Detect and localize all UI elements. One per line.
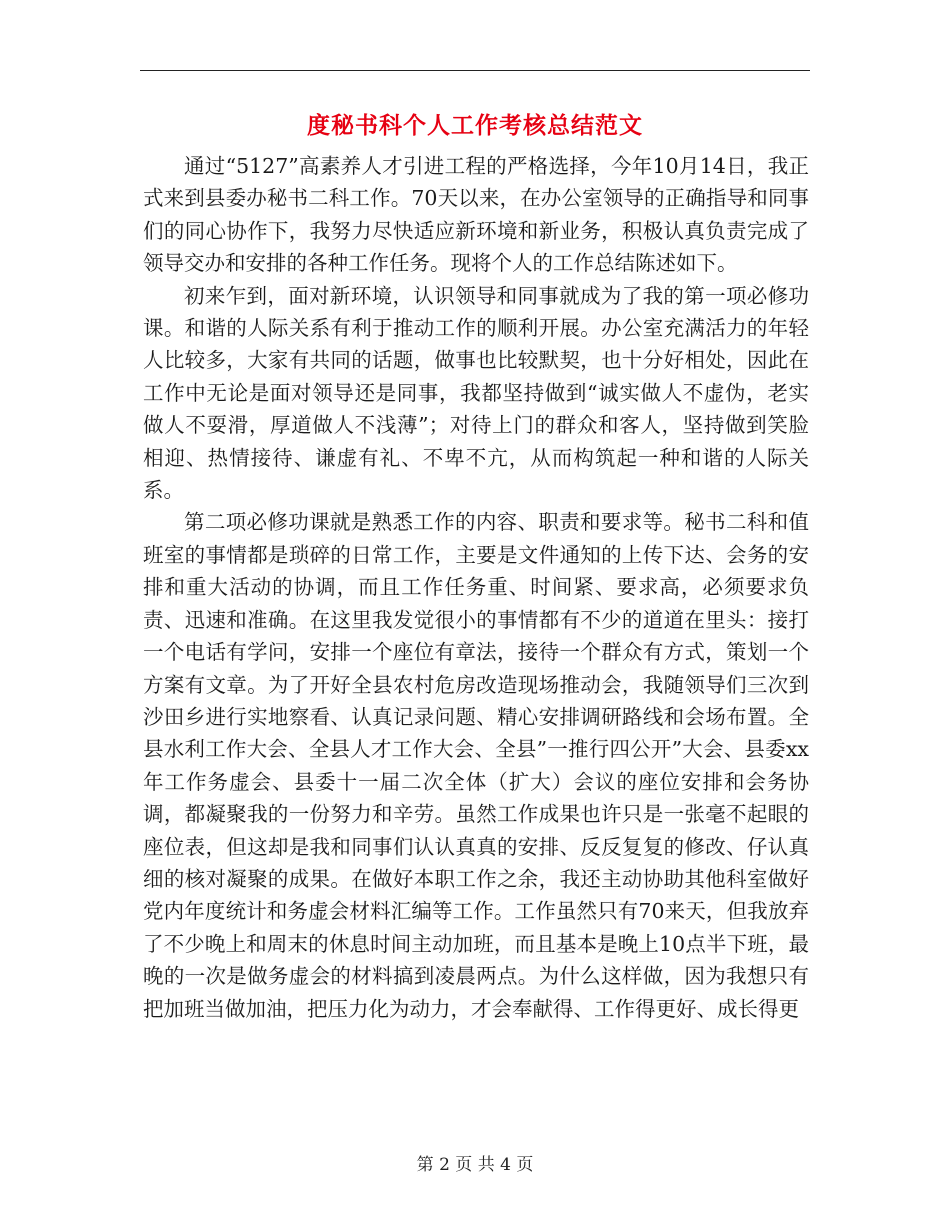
header-rule <box>140 70 810 71</box>
paragraph-3: 第二项必修功课就是熟悉工作的内容、职责和要求等。秘书二科和值班室的事情都是琐碎的日常工作，主要是文件通知的上传下达、会务的安排和重大活动的协调，而且工作任务重、时间紧、要求高，必须要求负责、迅速和准确。在这里我发觉很小的事情都有不少的道道在里头：接打一个电话有学问，安排一个座位有章法，接待一个群众有方式，策划一个方案有文章。为了开好全县农村危房改造现场推动会，我随领导们三次到沙田乡进行实地察看、认真记录问题、精心安排调研路线和会场布置。全县水利工作大会、全县人才工作大会、全县”一推行四公开”大会、县委xx年工作务虚会、县委十一届二次全体（扩大）会议的座位安排和会务协调，都凝聚我的一份努力和辛劳。虽然工作成果也许只是一张毫不起眼的座位表，但这却是我和同事们认认真真的安排、反反复复的修改、仔认真细的核对凝聚的成果。在做好本职工作之余，我还主动协助其他科室做好党内年度统计和务虚会材料汇编等工作。工作虽然只有70来天，但我放弃了不少晚上和周末的休息时间主动加班，而且基本是晚上10点半下班，最晚的一次是做务虚会的材料搞到凌晨两点。为什么这样做，因为我想只有把加班当做加油，把压力化为动力，才会奉献得、工作得更好、成长得更 <box>143 510 809 1021</box>
paragraph-2: 初来乍到，面对新环境，认识领导和同事就成为了我的第一项必修功课。和谐的人际关系有利于推动工作的顺利开展。办公室充满活力的年轻人比较多，大家有共同的话题，做事也比较默契，也十分好相处，因此在工作中无论是面对领导还是同事，我都坚持做到“诚实做人不虚伪，老实做人不耍滑，厚道做人不浅薄”；对待上门的群众和客人，坚持做到笑脸相迎、热情接待、谦虚有礼、不卑不亢，从而构筑起一种和谐的人际关系。 <box>143 283 809 503</box>
paragraph-1: 通过“5127”高素养人才引进工程的严格选择，今年10月14日，我正式来到县委办秘书二科工作。70天以来，在办公室领导的正确指导和同事们的同心协作下，我努力尽快适应新环境和新业务，积极认真负责完成了领导交办和安排的各种工作任务。现将个人的工作总结陈述如下。 <box>143 154 809 276</box>
document-body <box>143 150 809 1025</box>
page-number-footer: 第 2 页 共 4 页 <box>416 1155 534 1175</box>
document-title: 度秘书科个人工作考核总结范文 <box>307 112 643 139</box>
